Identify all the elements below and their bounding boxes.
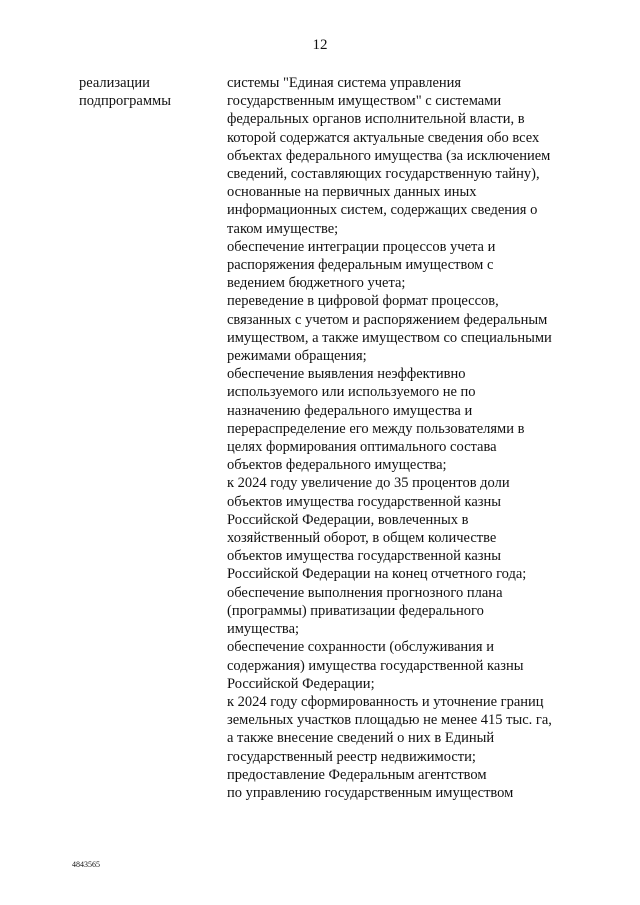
body-text-line: а также внесение сведений о них в Единый [227, 730, 495, 747]
body-text-line: Российской Федерации на конец отчетного года; [227, 566, 527, 583]
body-text-line: (программы) приватизации федерального [227, 602, 484, 619]
body-text-line: к 2024 году сформированность и уточнение границ [227, 693, 544, 710]
page-number: 12 [312, 37, 328, 53]
body-text-line: распоряжения федеральным имуществом с [227, 257, 494, 274]
body-text-line: обеспечение сохранности (обслуживания и [227, 639, 494, 656]
body-text-line: сведений, составляющих государственную тайну), [227, 166, 540, 183]
body-text-line: связанных с учетом и распоряжением федеральным [227, 311, 548, 328]
body-text-line: основанные на первичных данных иных [227, 184, 477, 201]
body-text-line: ведением бюджетного учета; [227, 275, 406, 292]
body-text-line: обеспечение выявления неэффективно [227, 366, 466, 383]
body-text-line: таком имуществе; [227, 220, 339, 237]
body-text-line: системы "Единая система управления [227, 75, 462, 91]
body-text-line: предоставление Федеральным агентством [227, 766, 487, 783]
body-text-line: государственный реестр недвижимости; [227, 748, 476, 765]
body-text-line: хозяйственный оборот, в общем количестве [227, 530, 497, 547]
body-text-line: перераспределение его между пользователями в [227, 420, 525, 437]
body-text-line: объектов имущества государственной казны [227, 548, 502, 565]
body-text-line: переведение в цифровой формат процессов, [227, 293, 499, 310]
body-text-line: по управлению государственным имуществом [227, 784, 514, 801]
body-text-line: назначению федерального имущества и [227, 402, 473, 419]
body-text-line: режимами обращения; [227, 348, 367, 365]
body-text-line: используемого или используемого не по [227, 384, 476, 401]
body-text-line: имуществом, а также имуществом со специальными [227, 329, 552, 346]
document-code: 4843565 [72, 860, 100, 869]
body-text-line: которой содержатся актуальные сведения обо всех [227, 129, 540, 146]
body-text-line: объектов федерального имущества; [227, 457, 447, 474]
left-column-line: подпрограммы [79, 93, 171, 110]
body-text-line: земельных участков площадью не менее 415 тыс. га, [227, 712, 552, 729]
body-text-line: Российской Федерации; [227, 675, 375, 692]
body-text-line: обеспечение выполнения прогнозного плана [227, 584, 503, 601]
left-column-line: реализации [79, 75, 150, 91]
body-text-line: государственным имуществом" с системами [227, 93, 502, 110]
body-text-line: информационных систем, содержащих сведения о [227, 202, 538, 219]
body-text-line: объектов имущества государственной казны [227, 493, 502, 510]
body-text-line: федеральных органов исполнительной власти, в [227, 111, 525, 128]
body-text-line: обеспечение интеграции процессов учета и [227, 238, 496, 255]
body-text-line: имущества; [227, 621, 300, 638]
body-text-line: Российской Федерации, вовлеченных в [227, 511, 469, 528]
body-text-line: целях формирования оптимального состава [227, 439, 497, 456]
body-text-line: объектах федерального имущества (за исключением [227, 147, 551, 164]
body-text-line: к 2024 году увеличение до 35 процентов доли [227, 475, 510, 492]
body-text-line: содержания) имущества государственной казны [227, 657, 524, 674]
right-column [227, 74, 572, 802]
left-column [79, 74, 219, 110]
